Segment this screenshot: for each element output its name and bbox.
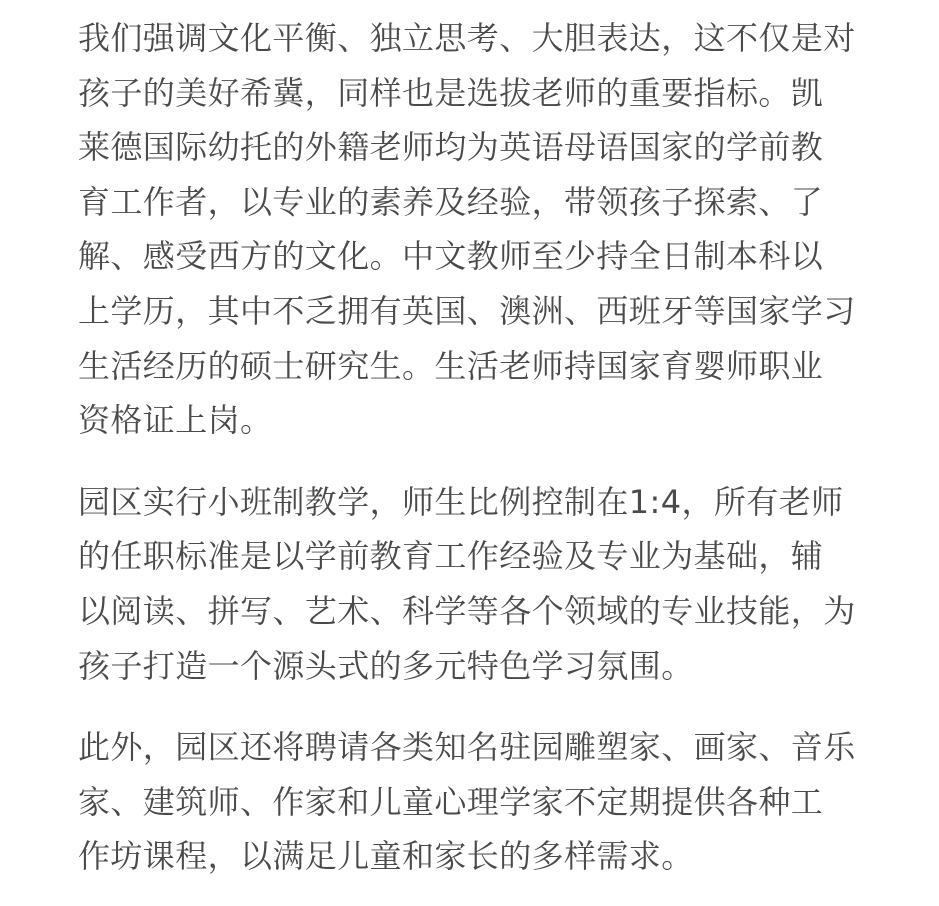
text-line: 育工作者，以专业的素养及经验，带领孩子探索、了 [78, 182, 824, 221]
text-line: 我们强调文化平衡、独立思考、大胆表达，这不仅是对 [78, 19, 856, 57]
text-line: 莱德国际幼托的外籍老师均为英语母语国家的学前教 [78, 128, 824, 167]
text-line: 作坊课程，以满足儿童和家长的多样需求。 [78, 837, 694, 876]
paragraph-workshops [78, 720, 868, 884]
text-line: 孩子打造一个源头式的多元特色学习氛围。 [78, 646, 694, 685]
paragraph-teachers [78, 0, 868, 448]
text-line: 的任职标准是以学前教育工作经验及专业为基础，辅 [78, 537, 824, 576]
text-line: 家、建筑师、作家和儿童心理学家不定期提供各种工 [78, 782, 824, 821]
paragraph-small-class [78, 475, 868, 693]
article-body [78, 0, 868, 884]
text-line: 资格证上岗。 [78, 401, 273, 440]
text-line: 此外，园区还将聘请各类知名驻园雕塑家、画家、音乐 [78, 728, 856, 767]
text-line: 上学历，其中不乏拥有英国、澳洲、西班牙等国家学习 [78, 291, 856, 330]
text-line: 以阅读、拼写、艺术、科学等各个领域的专业技能，为 [78, 591, 856, 630]
text-line: 园区实行小班制教学，师生比例控制在1:4，所有老师 [78, 482, 844, 521]
text-line: 孩子的美好希冀，同样也是选拔老师的重要指标。凯 [78, 73, 824, 112]
text-line: 生活经历的硕士研究生。生活老师持国家育婴师职业 [78, 346, 824, 385]
text-line: 解、感受西方的文化。中文教师至少持全日制本科以 [78, 237, 824, 276]
